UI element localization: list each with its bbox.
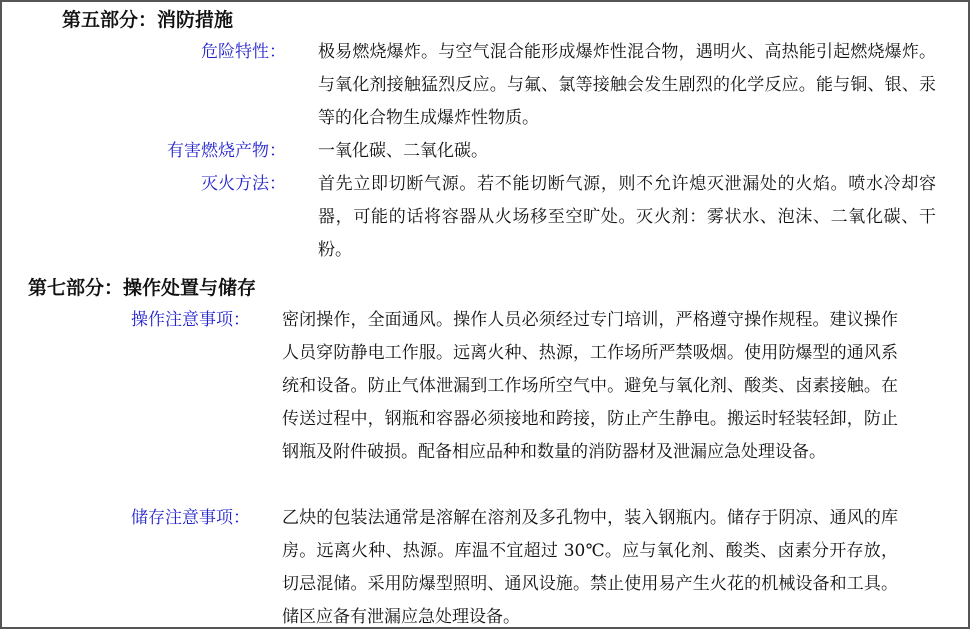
hazard-text: 极易燃烧爆炸。与空气混合能形成爆炸性混合物，遇明火、高热能引起燃烧爆炸。与氧化剂接触猛烈反应。与氟、氯等接触会发生剧烈的化学反应。能与铜、银、汞等的化合物生成爆炸性物质。 — [318, 42, 936, 128]
section5-item-extinguishing — [0, 168, 970, 267]
combustion-products-label: 有害燃烧产物： — [167, 141, 286, 161]
extinguishing-label: 灭火方法： — [201, 174, 286, 194]
hazard-label: 危险特性： — [201, 42, 286, 62]
section7-item-storage — [0, 502, 970, 629]
storage-text: 乙炔的包装法通常是溶解在溶剂及多孔物中，装入钢瓶内。储存于阴凉、通风的库房。远离火种、热源。库温不宜超过 30℃。应与氧化剂、酸类、卤素分开存放，切忌混储。采用防爆型照明、通风设施。禁止使用易产生火花的机械设备和工具。储区应备有泄漏应急处理设备。 — [282, 508, 898, 627]
section7-heading: 第七部分：操作处置与储存 — [28, 277, 257, 299]
section5-heading: 第五部分：消防措施 — [62, 9, 234, 31]
section5-item-combustion-products — [0, 135, 970, 168]
section7-item-handling — [0, 304, 970, 502]
section5-item-hazard — [0, 36, 970, 135]
handling-text: 密闭操作，全面通风。操作人员必须经过专门培训，严格遵守操作规程。建议操作人员穿防静电工作服。远离火种、热源，工作场所严禁吸烟。使用防爆型的通风系统和设备。防止气体泄漏到工作场所空气中。避免与氧化剂、酸类、卤素接触。在传送过程中，钢瓶和容器必须接地和跨接，防止产生静电。搬运时轻装轻卸，防止钢瓶及附件破损。配备相应品种和数量的消防器材及泄漏应急处理设备。 — [282, 310, 898, 462]
extinguishing-text: 首先立即切断气源。若不能切断气源，则不允许熄灭泄漏处的火焰。喷水冷却容器，可能的话将容器从火场移至空旷处。灭火剂：雾状水、泡沫、二氧化碳、干粉。 — [318, 174, 936, 260]
storage-label: 储存注意事项： — [131, 508, 250, 528]
combustion-products-text: 一氧化碳、二氧化碳。 — [318, 141, 488, 161]
handling-label: 操作注意事项： — [131, 310, 250, 330]
